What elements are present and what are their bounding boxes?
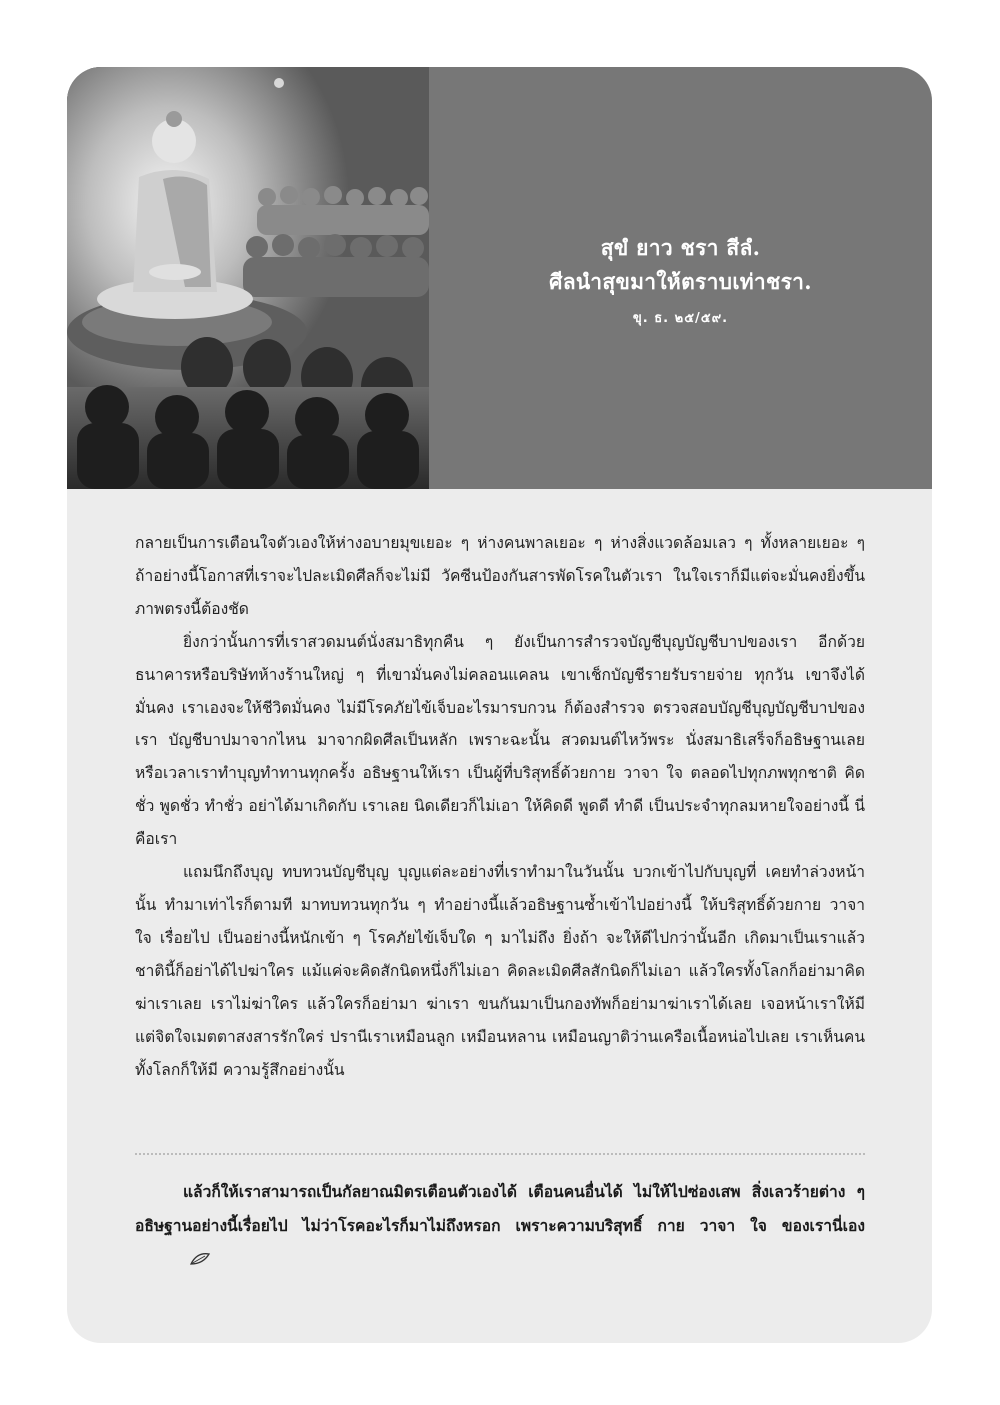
dotted-divider bbox=[135, 1153, 865, 1155]
pali-quote bbox=[429, 231, 932, 328]
quote-translation-line: ศีลนำสุขมาให้ตราบเท่าชรา. bbox=[549, 269, 812, 294]
paragraph-2: ยิ่งกว่านั้นการที่เราสวดมนต์นั่งสมาธิทุกคืน ๆ ยังเป็นการสำรวจบัญชีบุญบัญชีบาปของเรา อีกด้วย ธนาคารหรือบริษัทห้างร้านใหญ่ ๆ ที่เขามั่นคงไม่คลอนแคลน เขาเช็กบัญชีรายรับรายจ่าย ทุกวัน เขาจึงได้มั่นคง เราเองจะให้ชีวิตมั่นคง ไม่มีโรคภัยไข้เจ็บอะไรมารบกวน ก็ต้องสำรวจ ตรวจสอบบัญชีบุญบัญชีบาปของเรา บัญชีบาปมาจากไหน มาจากผิดศีลเป็นหลัก เพราะฉะนั้น สวดมนต์ไหว้พระ นั่งสมาธิเสร็จก็อธิษฐานเลย หรือเวลาเราทำบุญทำทานทุกครั้ง อธิษฐานให้เรา เป็นผู้ที่บริสุทธิ์ด้วยกาย วาจา ใจ ตลอดไปทุกภพทุกชาติ คิดชั่ว พูดชั่ว ทำชั่ว อย่าได้มาเกิดกับ เราเลย นิดเดียวก็ไม่เอา ให้คิดดี พูดดี ทำดี เป็นประจำทุกลมหายใจอย่างนี้ นี่คือเรา bbox=[135, 632, 865, 849]
buddha-illustration bbox=[67, 67, 429, 489]
closing-paragraph bbox=[135, 1175, 865, 1278]
page-card bbox=[67, 67, 932, 1343]
quote-reference: ขุ. ธ. ๒๕/๕๙. bbox=[632, 311, 729, 326]
paragraph-3: แถมนึกถึงบุญ ทบทวนบัญชีบุญ บุญแต่ละอย่างที่เราทำมาในวันนั้น บวกเข้าไปกับบุญที่ เคยทำล่วงหน้านั้น ทำมาเท่าไรก็ตามที มาทบทวนทุกวัน ๆ ทำอย่างนี้แล้วอธิษฐานซ้ำเข้าไปอย่างนี้ ให้บริสุทธิ์ด้วยกาย วาจา ใจ เรื่อยไป เป็นอย่างนี้หนักเข้า ๆ โรคภัยไข้เจ็บใด ๆ มาไม่ถึง ยิ่งถ้า จะให้ดีไปกว่านั้นอีก เกิดมาเป็นเราแล้วชาตินี้ก็อย่าได้ไปฆ่าใคร แม้แค่จะคิดสักนิดหนึ่งก็ไม่เอา คิดละเมิดศีลสักนิดก็ไม่เอา แล้วใครทั้งโลกก็อย่ามาคิดฆ่าเราเลย เราไม่ฆ่าใคร แล้วใครก็อย่ามา ฆ่าเรา ขนกันมาเป็นกองทัพก็อย่ามาฆ่าเราได้เลย เจอหน้าเราให้มีแต่จิตใจเมตตาสงสารรักใคร่ ปรานีเราเหมือนลูก เหมือนหลาน เหมือนญาติว่านเครือเนื้อหน่อไปเลย เราเห็นคนทั้งโลกก็ให้มี ความรู้สึกอย่างนั้น bbox=[135, 863, 865, 1079]
quote-pali-line: สุขํ ยาว ชรา สีลํ. bbox=[600, 235, 761, 260]
header-banner bbox=[67, 67, 932, 489]
leaf-end-icon bbox=[141, 1244, 211, 1278]
article-body bbox=[135, 527, 865, 1086]
paragraph-1: กลายเป็นการเตือนใจตัวเองให้ห่างอบายมุขเยอะ ๆ ห่างคนพาลเยอะ ๆ ห่างสิ่งแวดล้อมเลว ๆ ทั้งหลายเยอะ ๆ ถ้าอย่างนี้โอกาสที่เราจะไปละเมิดศีลก็จะไม่มี วัคซีนป้องกันสารพัดโรคในตัวเรา ในใจเราก็มีแต่จะมั่นคงยิ่งขึ้น ภาพตรงนี้ต้องชัด bbox=[135, 534, 865, 618]
closing-text: แล้วก็ให้เราสามารถเป็นกัลยาณมิตรเตือนตัวเองได้ เตือนคนอื่นได้ ไม่ให้ไปซ่องเสพ สิ่งเลวร้ายต่าง ๆ อธิษฐานอย่างนี้เรื่อยไป ไม่ว่าโรคอะไรก็มาไม่ถึงหรอก เพราะความบริสุทธิ์ กาย วาจา ใจ ของเรานี่เอง bbox=[135, 1183, 865, 1235]
quote-panel bbox=[429, 67, 932, 489]
